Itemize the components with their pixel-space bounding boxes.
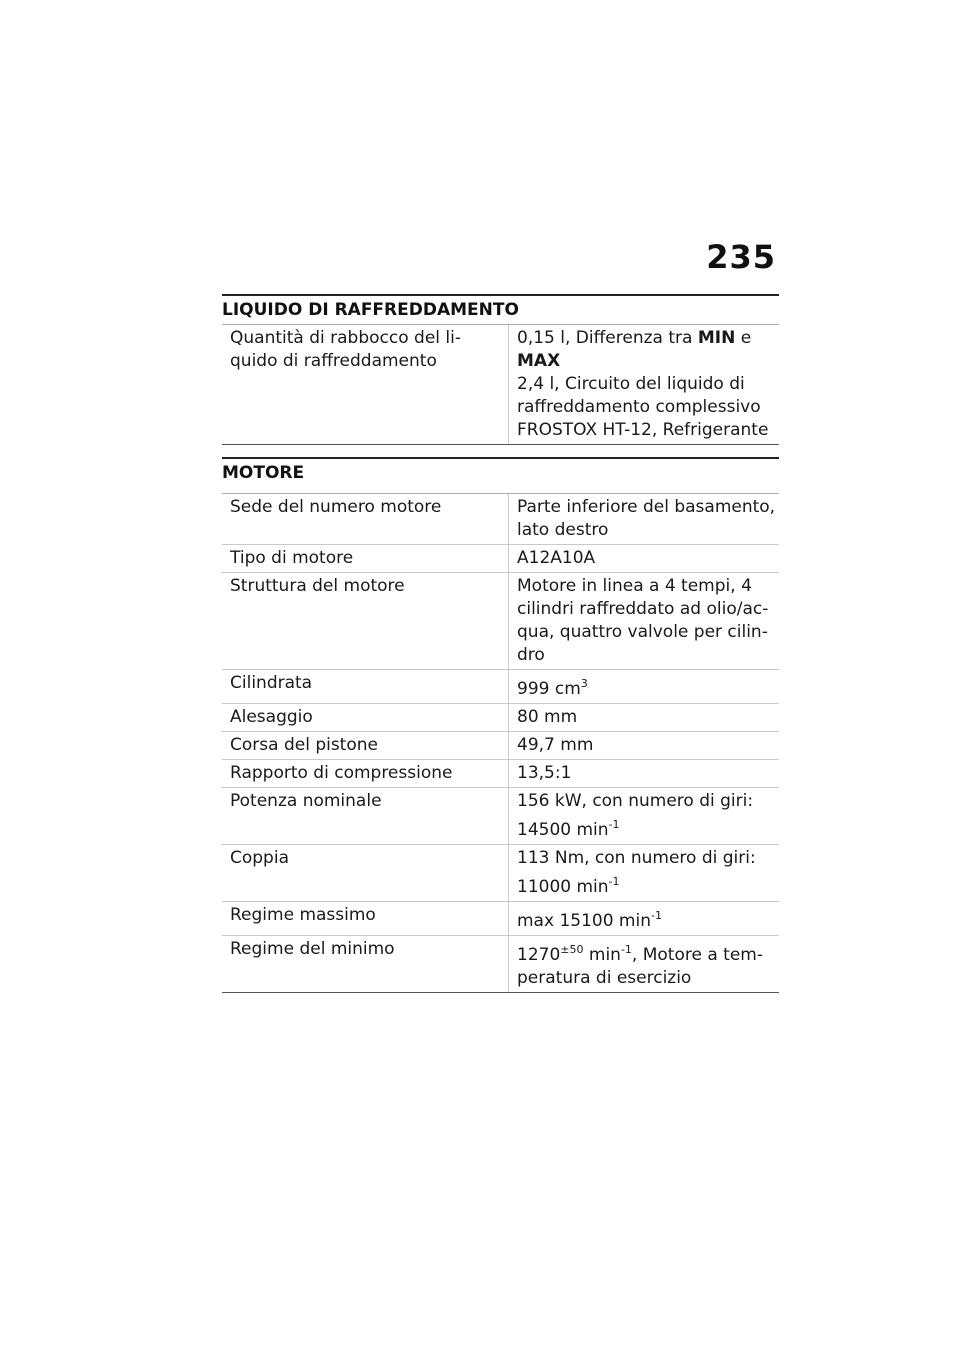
engine-section	[222, 457, 779, 993]
value-text: 999 cm	[517, 679, 581, 699]
value-line: Parte inferiore del basamento,	[517, 497, 776, 517]
value-text: e	[735, 328, 752, 348]
superscript: 3	[580, 677, 588, 690]
value-text: 11000 min	[517, 877, 609, 897]
value-line: qua, quattro valvole per cilin-	[517, 622, 768, 642]
spec-value: 49,7 mm	[509, 732, 780, 760]
table-row	[222, 760, 779, 788]
coolant-quantity-value	[509, 325, 780, 445]
value-line: 156 kW, con numero di giri:	[517, 791, 754, 811]
spec-value	[509, 936, 780, 993]
value-line	[517, 870, 779, 899]
value-line	[517, 938, 779, 967]
value-line: FROSTOX HT-12, Refrigerante	[517, 420, 769, 440]
value-text: , Motore a tem-	[631, 945, 763, 965]
table-row	[222, 936, 779, 993]
spec-value	[509, 788, 780, 845]
table-row	[222, 494, 779, 545]
coolant-section-title: LIQUIDO DI RAFFREDDAMENTO	[222, 296, 779, 325]
coolant-quantity-label	[222, 325, 509, 445]
value-text: min	[583, 945, 621, 965]
value-line	[517, 813, 779, 842]
spec-value: A12A10A	[509, 545, 780, 573]
spec-label: Struttura del motore	[222, 573, 509, 670]
spec-label: Tipo di motore	[222, 545, 509, 573]
spec-label: Rapporto di compressione	[222, 760, 509, 788]
coolant-section	[222, 294, 779, 445]
table-row	[222, 670, 779, 704]
value-line: Motore in linea a 4 tempi, 4	[517, 576, 752, 596]
engine-section-title: MOTORE	[222, 459, 779, 494]
label-line: Quantità di rabbocco del li-	[230, 328, 461, 348]
table-row	[222, 902, 779, 936]
spec-label: Corsa del pistone	[222, 732, 509, 760]
spec-label: Potenza nominale	[222, 788, 509, 845]
spec-label: Alesaggio	[222, 704, 509, 732]
coolant-table	[222, 325, 779, 445]
superscript: -1	[608, 818, 620, 831]
table-row	[222, 325, 779, 445]
spec-label: Coppia	[222, 845, 509, 902]
value-text: 0,15 l, Differenza tra	[517, 328, 698, 348]
value-line: cilindri raffreddato ad olio/ac-	[517, 599, 769, 619]
value-line: 2,4 l, Circuito del liquido di	[517, 374, 745, 394]
label-line: quido di raffreddamento	[230, 351, 437, 371]
table-row	[222, 845, 779, 902]
max-mark: MAX	[517, 351, 561, 371]
value-text: 14500 min	[517, 820, 609, 840]
spec-label: Regime del minimo	[222, 936, 509, 993]
table-row	[222, 732, 779, 760]
spec-value	[509, 845, 780, 902]
table-row	[222, 788, 779, 845]
spec-value: 13,5:1	[509, 760, 780, 788]
spec-value: 80 mm	[509, 704, 780, 732]
spec-value	[509, 670, 780, 704]
superscript: -1	[608, 875, 620, 888]
value-line: peratura di esercizio	[517, 968, 692, 988]
page-number: 235	[706, 238, 776, 276]
superscript: ±50	[560, 943, 584, 956]
superscript: -1	[620, 943, 632, 956]
value-line: 113 Nm, con numero di giri:	[517, 848, 756, 868]
spec-label: Sede del numero motore	[222, 494, 509, 545]
spec-value	[509, 573, 780, 670]
superscript: -1	[650, 909, 662, 922]
spec-value	[509, 902, 780, 936]
spec-label: Cilindrata	[222, 670, 509, 704]
spec-value	[509, 494, 780, 545]
min-mark: MIN	[697, 328, 736, 348]
value-text: 1270	[517, 945, 561, 965]
value-line: dro	[517, 645, 545, 665]
table-row	[222, 573, 779, 670]
table-row	[222, 704, 779, 732]
value-text: max 15100 min	[517, 911, 651, 931]
value-line	[517, 327, 779, 350]
value-line: lato destro	[517, 520, 609, 540]
table-row	[222, 545, 779, 573]
engine-table	[222, 494, 779, 993]
value-line: raffreddamento complessivo	[517, 397, 761, 417]
spec-label: Regime massimo	[222, 902, 509, 936]
